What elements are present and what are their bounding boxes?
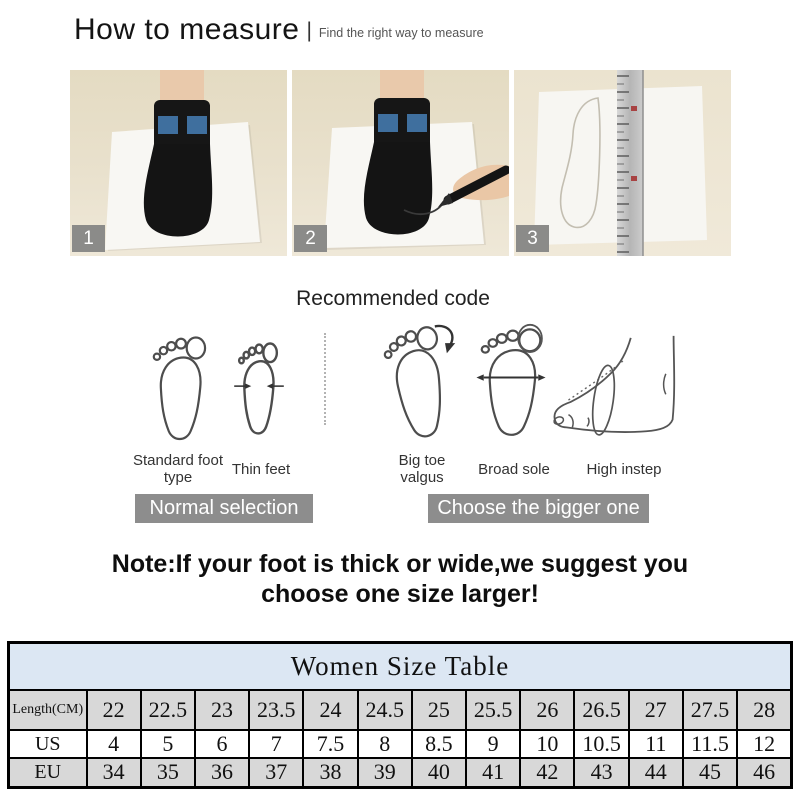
size-cell: 35 (141, 758, 195, 787)
label-high-instep: High instep (586, 460, 662, 478)
size-cell: 6 (195, 730, 249, 758)
size-table-row (9, 690, 792, 730)
size-cell: 45 (683, 758, 737, 787)
group-divider (324, 333, 326, 425)
size-cell: 40 (412, 758, 466, 787)
size-cell: 7 (249, 730, 303, 758)
size-cell: 22 (87, 690, 141, 730)
size-row-label: EU (9, 758, 87, 787)
size-note-line1: Note:If your foot is thick or wide,we suggest you (111, 550, 689, 578)
size-cell: 24 (303, 690, 357, 730)
measure-steps-row (70, 70, 731, 256)
size-cell: 22.5 (141, 690, 195, 730)
size-cell: 10 (520, 730, 574, 758)
header (74, 14, 484, 46)
size-cell: 42 (520, 758, 574, 787)
big-toe-valgus-icon (381, 319, 459, 445)
step-number-badge: 1 (72, 225, 105, 252)
label-broad-sole: Broad sole (478, 460, 550, 478)
broad-sole-icon (471, 321, 551, 445)
size-cell: 11 (629, 730, 683, 758)
title-separator: | (306, 19, 312, 42)
size-cell: 28 (737, 690, 791, 730)
size-cell: 11.5 (683, 730, 737, 758)
size-cell: 27 (629, 690, 683, 730)
size-cell: 27.5 (683, 690, 737, 730)
measure-step-1-photo (70, 70, 287, 256)
size-cell: 26 (520, 690, 574, 730)
size-cell: 25.5 (466, 690, 520, 730)
size-table-title: Women Size Table (9, 643, 792, 691)
size-cell: 9 (466, 730, 520, 758)
normal-selection-button: Normal selection (135, 494, 313, 523)
label-standard-foot-type: Standard foot type (132, 452, 224, 486)
step-number-badge: 3 (516, 225, 549, 252)
size-table-rows (9, 690, 792, 787)
measure-step-3-photo (514, 70, 731, 256)
size-cell: 34 (87, 758, 141, 787)
size-cell: 10.5 (574, 730, 628, 758)
size-cell: 23.5 (249, 690, 303, 730)
size-row-label: Length(CM) (9, 690, 87, 730)
size-row-label: US (9, 730, 87, 758)
label-big-toe-valgus: Big toe valgus (398, 452, 446, 486)
size-cell: 4 (87, 730, 141, 758)
size-cell: 38 (303, 758, 357, 787)
size-cell: 36 (195, 758, 249, 787)
thin-foot-sole-icon (228, 331, 290, 449)
size-cell: 41 (466, 758, 520, 787)
size-cell: 46 (737, 758, 791, 787)
size-cell: 24.5 (358, 690, 412, 730)
size-cell: 23 (195, 690, 249, 730)
size-cell: 44 (629, 758, 683, 787)
women-size-table (7, 641, 793, 789)
label-thin-feet: Thin feet (231, 460, 291, 478)
size-cell: 37 (249, 758, 303, 787)
size-cell: 12 (737, 730, 791, 758)
size-note (0, 549, 800, 609)
size-cell: 43 (574, 758, 628, 787)
measure-step-2-photo (292, 70, 509, 256)
size-table-row (9, 758, 792, 787)
size-cell: 8.5 (412, 730, 466, 758)
page-title: How to measure (74, 13, 300, 46)
size-table-row (9, 730, 792, 758)
page-subtitle: Find the right way to measure (318, 26, 484, 40)
size-cell: 8 (358, 730, 412, 758)
high-instep-icon (549, 330, 695, 442)
recommended-code-heading: Recommended code (296, 287, 490, 310)
size-cell: 5 (141, 730, 195, 758)
size-cell: 26.5 (574, 690, 628, 730)
standard-foot-sole-icon (146, 331, 216, 449)
size-note-line2: choose one size larger! (261, 580, 539, 608)
size-cell: 25 (412, 690, 466, 730)
size-cell: 7.5 (303, 730, 357, 758)
size-cell: 39 (358, 758, 412, 787)
step-number-badge: 2 (294, 225, 327, 252)
choose-bigger-one-button: Choose the bigger one (428, 494, 649, 523)
